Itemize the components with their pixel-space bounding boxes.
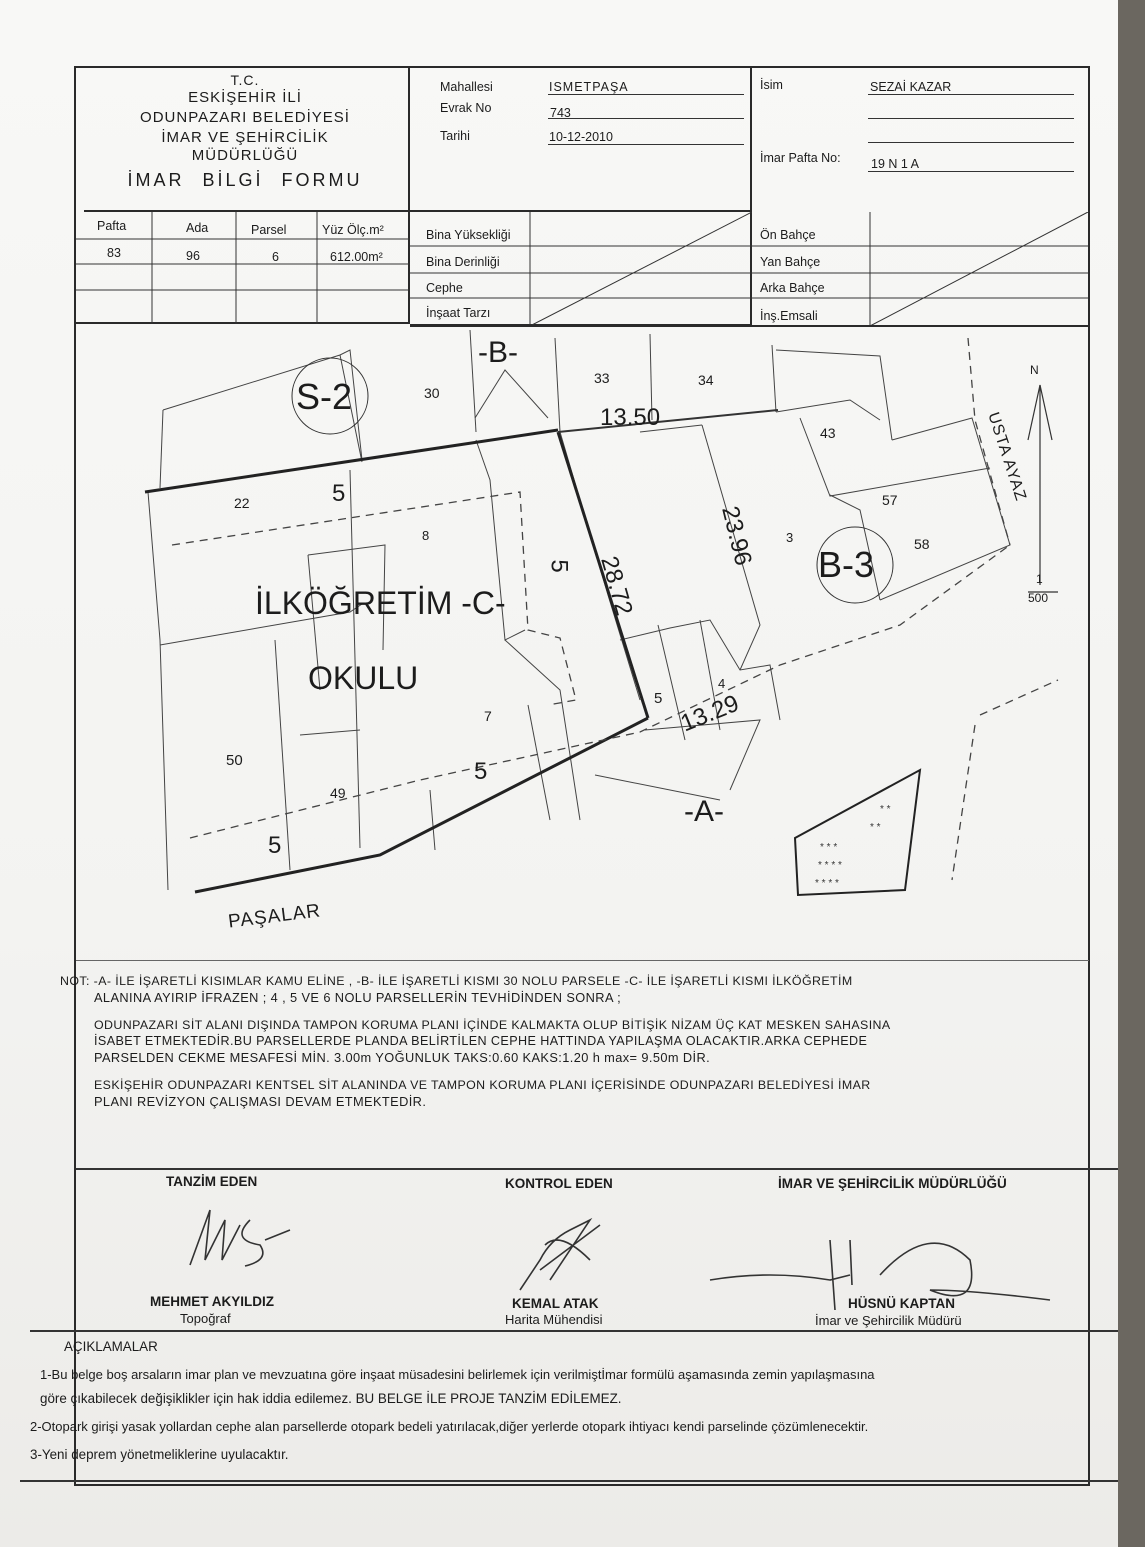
pafta-no-label: İmar Pafta No: <box>760 151 841 165</box>
signer-name-3: HÜSNÜ KAPTAN <box>848 1296 955 1311</box>
isim-value: SEZAİ KAZAR <box>870 80 952 94</box>
mahallesi-value: ISMETPAŞA <box>549 80 629 94</box>
form-title: İMAR BİLGİ FORMU <box>127 170 363 190</box>
setback-5-front: 5 <box>474 758 488 785</box>
field-bina-yuksekligi: Bina Yüksekliği <box>426 228 511 242</box>
svg-text:* *: * * <box>870 822 881 833</box>
field-cephe: Cephe <box>426 281 463 295</box>
org-text <box>90 72 400 190</box>
isim-line-1 <box>868 94 1074 95</box>
tarih-value: 10-12-2010 <box>549 130 613 144</box>
isim-label: İsim <box>760 78 783 92</box>
zone-s2: S-2 <box>296 376 353 417</box>
svg-text:* * *: * * * <box>820 842 838 853</box>
setback-5-left: 5 <box>268 832 282 859</box>
signer-name-2: KEMAL ATAK <box>512 1296 599 1311</box>
field-on-bahce: Ön Bahçe <box>760 228 816 242</box>
isim-line-2 <box>868 118 1074 119</box>
marker-b: -B- <box>478 336 518 369</box>
mahallesi-line <box>548 94 744 95</box>
street-usta-ayaz: USTA AYAZ <box>984 410 1030 504</box>
explanations-title: AÇIKLAMALAR <box>64 1339 158 1354</box>
note-line-2a: ODUNPAZARI SİT ALANI DIŞINDA TAMPON KORUMA PLANI İÇİNDE KALMAKTA OLUP BİTİŞİK NİZAM ÜÇ KAT MESKEN SAHASINA <box>94 1018 891 1032</box>
setback-5-mid: 5 <box>545 559 573 573</box>
signer-role-1: Topoğraf <box>180 1311 231 1326</box>
parcel-58: 58 <box>914 536 930 552</box>
parcel-header-area: Yüz Ölç.m² <box>322 223 384 237</box>
dimension-28-72: 28.72 <box>595 553 638 619</box>
signer-name-1: MEHMET AKYILDIZ <box>150 1294 274 1309</box>
setback-5-top: 5 <box>332 480 346 507</box>
field-bina-derinligi: Bina Derinliği <box>426 255 500 269</box>
org-line-dept: İMAR VE ŞEHİRCİLİK <box>161 129 329 146</box>
note-line-2b: İSABET ETMEKTEDİR.BU PARSELLERDE PLANDA BELİRTİLEN CEPHE HATTINDA YAPILAŞMA OLACAKTIR.ARKA CEPHEDE <box>94 1034 868 1048</box>
parcel-header-pafta: Pafta <box>97 219 127 233</box>
evrak-line <box>548 118 744 119</box>
evrak-value: 743 <box>550 106 571 120</box>
org-line-tc: T.C. <box>230 72 260 88</box>
explanation-line-1: 1-Bu belge boş arsaların imar plan ve mevzuatına göre inşaat müsadesini belirlemek için verilmiştİmar formülü aşamasında zemin yapılaşmasına <box>40 1367 875 1382</box>
street-pasalar: PAŞALAR <box>227 900 323 933</box>
tarih-label: Tarihi <box>440 129 470 143</box>
field-insaat-tarzi: İnşaat Tarzı <box>426 306 491 320</box>
explanations-top-rule <box>30 1330 1118 1332</box>
signature-header-prepared: TANZİM EDEN <box>166 1174 258 1189</box>
note-line-2c: PARSELDEN CEKME MESAFESİ MİN. 3.00m YOĞUNLUK TAKS:0.60 KAKS:1.20 h max= 9.50m DİR. <box>94 1050 711 1065</box>
org-line-city: ESKİŞEHİR İLİ <box>188 89 302 106</box>
page-edge-shadow <box>1118 0 1145 1547</box>
evrak-label: Evrak No <box>440 101 492 115</box>
signer-role-3: İmar ve Şehircilik Müdürü <box>815 1313 962 1328</box>
parcel-4: 4 <box>718 676 726 691</box>
zone-b3: B-3 <box>818 544 875 585</box>
parcel-50: 50 <box>226 752 243 769</box>
svg-text:* *: * * <box>880 804 891 815</box>
mahallesi-label: Mahallesi <box>440 80 493 94</box>
signature-header-dept: İMAR VE ŞEHİRCİLİK MÜDÜRLÜĞÜ <box>778 1176 1007 1191</box>
parcel-49: 49 <box>330 785 346 801</box>
label-school: OKULU <box>308 660 419 696</box>
parcel-34: 34 <box>698 372 714 388</box>
bottom-rule <box>20 1480 1118 1482</box>
signature-strokes <box>150 1200 1100 1310</box>
parcel-33: 33 <box>594 370 610 386</box>
parcel-header-ada: Ada <box>186 221 209 235</box>
parcel-3: 3 <box>786 530 794 545</box>
parcel-5: 5 <box>654 690 663 707</box>
dimension-13-50: 13.50 <box>600 404 661 431</box>
parcel-8: 8 <box>422 528 430 543</box>
dimension-23-96: 23.96 <box>716 503 757 569</box>
scale-numerator: 1 <box>1036 572 1043 586</box>
note-line-3a: ESKİŞEHİR ODUNPAZARI KENTSEL SİT ALANINDA VE TAMPON KORUMA PLANI İÇERİSİNDE ODUNPAZARI BELEDİYESİ İMAR <box>94 1078 871 1092</box>
notes-top-rule <box>76 960 1089 961</box>
note-line-1b: ALANINA AYIRIP İFRAZEN ; 4 , 5 VE 6 NOLU PARSELLERİN TEVHİDİNDEN SONRA ; <box>94 990 622 1005</box>
parcel-cell-pafta: 83 <box>107 246 121 260</box>
pafta-no-line <box>868 171 1074 172</box>
svg-text:* * * *: * * * * <box>815 878 839 889</box>
note-line-1: NOT: -A- İLE İŞARETLİ KISIMLAR KAMU ELİNE , -B- İLE İŞARETLİ KISMI 30 NOLU PARSELE -C- İLE İŞARETLİ KISMI İLKÖĞRETİM <box>60 974 853 988</box>
tarih-line <box>548 144 744 145</box>
marker-a: -A- <box>684 795 724 828</box>
dimension-13-29: 13.29 <box>676 689 743 738</box>
parcel-7: 7 <box>484 708 492 724</box>
explanation-line-3: 2-Otopark girişi yasak yollardan cephe alan parsellerde otopark bedeli yatırılacak,diğer yerlerde otopark ihtiyacı kendi parselinde çözümlenecektir. <box>30 1419 869 1434</box>
pafta-no-value: 19 N 1 A <box>871 157 919 171</box>
parcel-30: 30 <box>424 385 440 401</box>
org-line-dir: MÜDÜRLÜĞÜ <box>191 147 299 164</box>
scale-denominator: 500 <box>1028 591 1049 605</box>
parcel-cell-area: 612.00m² <box>330 250 383 264</box>
field-ins-emsali: İnş.Emsali <box>760 309 818 323</box>
explanation-line-4: 3-Yeni deprem yönetmeliklerine uyulacaktır. <box>30 1447 289 1462</box>
note-line-3b: PLANI REVİZYON ÇALIŞMASI DEVAM ETMEKTEDİR. <box>94 1094 427 1109</box>
signature-top-rule <box>76 1168 1118 1170</box>
svg-text:* * * *: * * * * <box>818 860 842 871</box>
parcel-57: 57 <box>882 492 898 508</box>
org-line-municipality: ODUNPAZARI BELEDİYESİ <box>140 109 350 126</box>
site-plan-drawing <box>76 328 1089 960</box>
field-yan-bahce: Yan Bahçe <box>760 255 821 269</box>
isim-line-3 <box>868 142 1074 143</box>
explanation-line-2: göre çıkabilecek değişiklikler için hak iddia edilemez. BU BELGE İLE PROJE TANZİM EDİLEMEZ. <box>40 1391 622 1406</box>
parcel-header-parsel: Parsel <box>251 223 287 237</box>
signature-header-checked: KONTROL EDEN <box>505 1176 613 1191</box>
north-label: N <box>1030 363 1039 377</box>
field-arka-bahce: Arka Bahçe <box>760 281 825 295</box>
label-c-school: İLKÖĞRETİM -C- <box>255 585 506 621</box>
garden-bottom-line <box>410 325 1088 327</box>
parcel-cell-ada: 96 <box>186 249 200 263</box>
parcel-22: 22 <box>234 495 250 511</box>
signer-role-2: Harita Mühendisi <box>505 1312 603 1327</box>
parcel-43: 43 <box>820 425 836 441</box>
parcel-cell-parsel: 6 <box>272 250 279 264</box>
